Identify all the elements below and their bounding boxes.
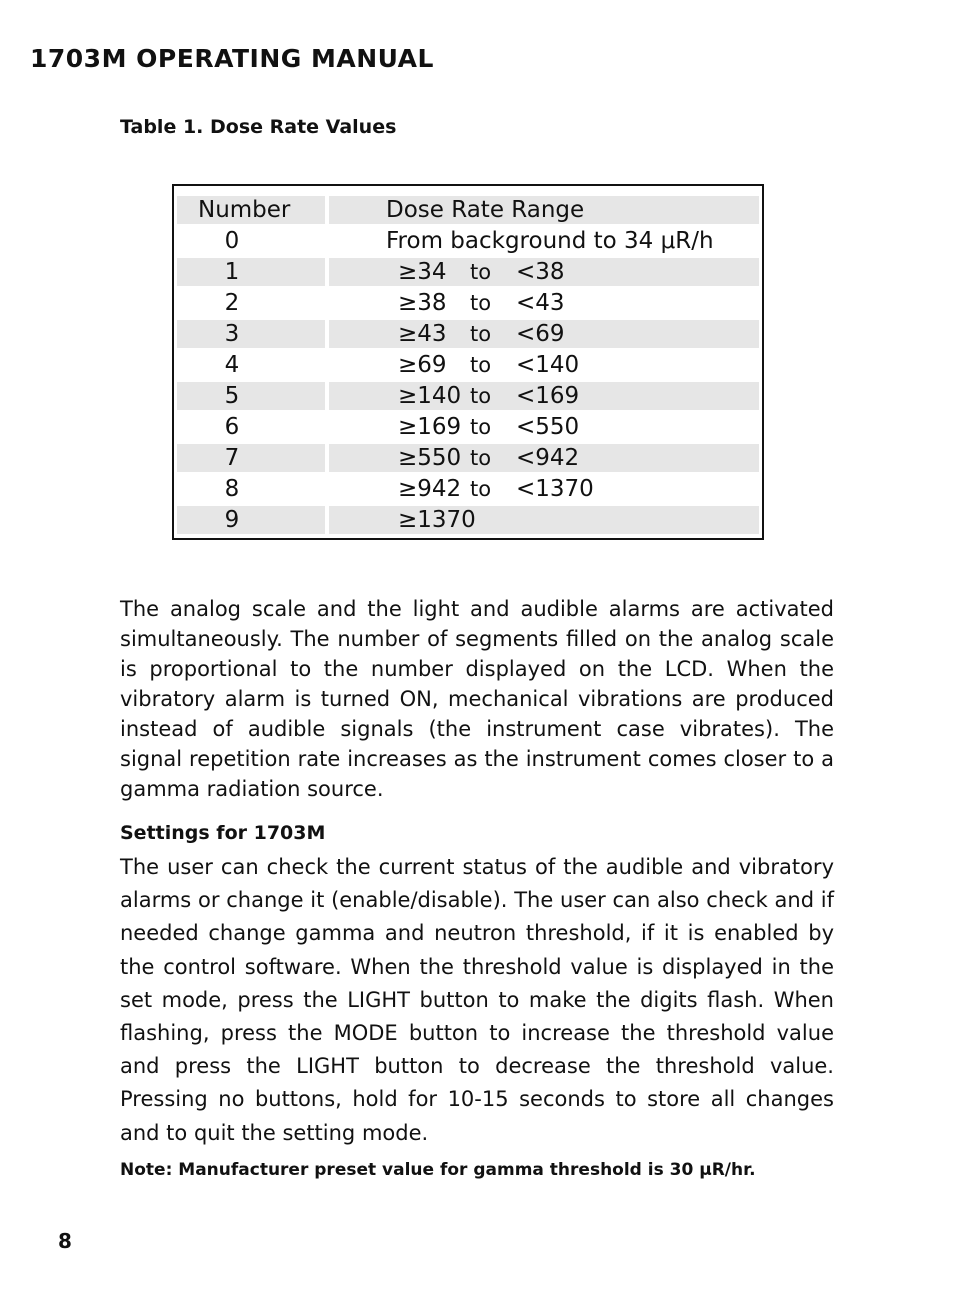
- table-row: [174, 227, 762, 255]
- row-lower-bound: ≥169: [398, 414, 462, 440]
- row-to-word: to: [470, 353, 492, 377]
- table-row: [174, 413, 762, 441]
- table-row: [174, 289, 762, 317]
- manual-header-title: 1703M OPERATING MANUAL: [30, 44, 434, 73]
- row-number: 8: [224, 476, 240, 502]
- alarm-description-paragraph: The analog scale and the light and audible alarms are activated simultaneously. The number of segments filled on the analog scale is proportional to the number displayed on the LCD. When the vibratory alarm is turned ON, mechanical vibrations are produced instead of audible signals (the instrument case vibrates). The signal repetition rate increases as the instrument comes closer to a gamma radiation source.: [120, 597, 834, 801]
- row-upper-bound: <69: [516, 321, 565, 347]
- row-to-word: to: [470, 415, 492, 439]
- row-lower-bound: ≥550: [398, 445, 462, 471]
- table-row: [174, 351, 762, 379]
- row-lower-bound: ≥34: [398, 259, 447, 285]
- row-to-word: to: [470, 446, 492, 470]
- row-upper-bound: <169: [516, 383, 580, 409]
- column-header-number: Number: [198, 197, 291, 223]
- row-number: 4: [224, 352, 240, 378]
- table-header-row: [174, 196, 762, 224]
- table-row: [174, 444, 762, 472]
- row-to-word: to: [470, 291, 492, 315]
- column-header-dose-rate-range: Dose Rate Range: [386, 197, 585, 223]
- row-lower-bound: ≥1370: [398, 507, 476, 533]
- table-row: [174, 258, 762, 286]
- row-lower-bound: ≥69: [398, 352, 447, 378]
- row-number: 6: [224, 414, 240, 440]
- row-upper-bound: <140: [516, 352, 580, 378]
- table-row: [174, 475, 762, 503]
- threshold-note: Note: Manufacturer preset value for gamma threshold is 30 μR/hr.: [120, 1160, 756, 1180]
- row-to-word: to: [470, 477, 492, 501]
- row-lower-bound: ≥942: [398, 476, 462, 502]
- table-row: [174, 320, 762, 348]
- row-number: 0: [224, 228, 240, 254]
- dose-rate-table: [172, 184, 764, 540]
- row-number: 3: [224, 321, 240, 347]
- row-dose-range: From background to 34 μR/h: [386, 228, 714, 254]
- settings-heading: Settings for 1703M: [120, 822, 326, 844]
- row-upper-bound: <1370: [516, 476, 594, 502]
- table-row: [174, 506, 762, 534]
- row-upper-bound: <43: [516, 290, 565, 316]
- row-to-word: to: [470, 322, 492, 346]
- table-row: [174, 382, 762, 410]
- row-to-word: to: [470, 260, 492, 284]
- row-number: 1: [224, 259, 240, 285]
- row-lower-bound: ≥43: [398, 321, 447, 347]
- row-number: 5: [224, 383, 240, 409]
- row-upper-bound: <550: [516, 414, 580, 440]
- row-number: 7: [224, 445, 240, 471]
- page-number: 8: [58, 1229, 72, 1253]
- row-lower-bound: ≥38: [398, 290, 447, 316]
- row-upper-bound: <942: [516, 445, 580, 471]
- row-lower-bound: ≥140: [398, 383, 462, 409]
- table-caption: Table 1. Dose Rate Values: [120, 116, 397, 138]
- row-upper-bound: <38: [516, 259, 565, 285]
- settings-paragraph: The user can check the current status of the audible and vibratory alarms or change it (enable/disable). The user can also check and if needed change gamma and neutron threshold, if it is enabled by the control software. When the threshold value is displayed in the set mode, press the LIGHT button to make the digits flash. When flashing, press the MODE button to increase the threshold value and press the LIGHT button to decrease the threshold value. Pressing no buttons, hold for 10-15 seconds to store all changes and to quit the setting mode.: [120, 855, 834, 1145]
- row-number: 9: [224, 507, 240, 533]
- row-number: 2: [224, 290, 240, 316]
- row-to-word: to: [470, 384, 492, 408]
